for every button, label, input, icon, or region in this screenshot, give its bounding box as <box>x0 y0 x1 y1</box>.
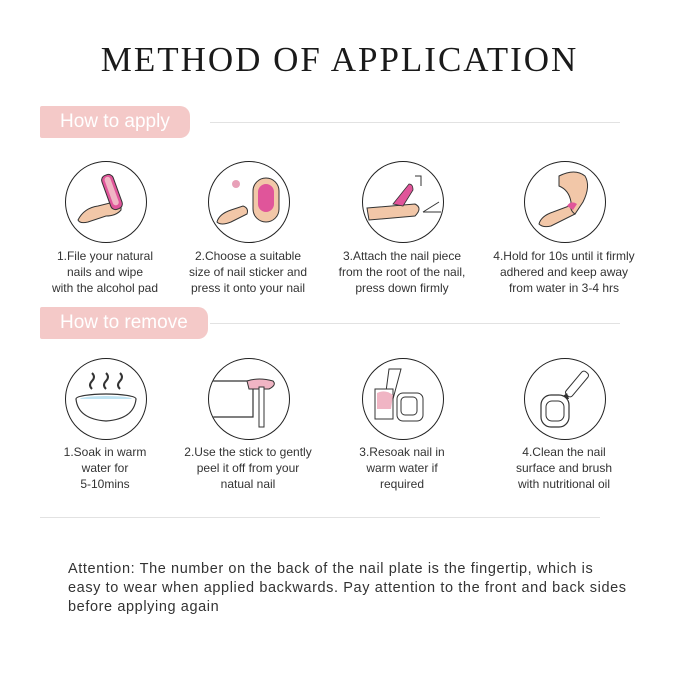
caption-line: warm water if <box>366 461 438 475</box>
how-to-remove-heading: How to remove <box>40 307 208 339</box>
hold-finger-icon <box>524 161 606 243</box>
resoak-nail-icon <box>362 358 444 440</box>
caption-line: with the alcohol pad <box>51 281 159 295</box>
caption-line: natual nail <box>220 477 276 491</box>
caption-line: 1.Soak in warm <box>63 445 147 459</box>
warm-water-bowl-icon <box>65 358 147 440</box>
caption-line: 3.Resoak nail in <box>359 445 445 459</box>
caption-line: 2.Use the stick to gently <box>184 445 312 459</box>
caption-line: from water in 3-4 hrs <box>508 281 620 295</box>
caption-line: 4.Hold for 10s until it firmly <box>493 249 635 263</box>
caption-line: 4.Clean the nail <box>522 445 606 459</box>
page-title: METHOD OF APPLICATION <box>100 40 579 79</box>
caption-line: nails and wipe <box>66 265 144 279</box>
apply-step-4-caption <box>489 248 639 296</box>
remove-step-3-caption <box>327 444 477 492</box>
peel-stick-icon <box>208 358 290 440</box>
attention-note: Attention: The number on the back of the nail plate is the fingertip, which is easy to wear when applied backwards. Pay attention to the front and back sides before applying again <box>68 561 627 615</box>
caption-line: required <box>379 477 425 491</box>
apply-divider <box>210 122 620 123</box>
caption-line: press it onto your nail <box>190 281 306 295</box>
caption-line: 3.Attach the nail piece <box>342 249 462 263</box>
nail-file-icon <box>65 161 147 243</box>
apply-step-2-caption <box>173 248 323 296</box>
brush-nail-icon <box>524 358 606 440</box>
caption-line: size of nail sticker and <box>188 265 308 279</box>
remove-step-2-caption <box>173 444 323 492</box>
attach-nail-icon <box>362 161 444 243</box>
caption-line: with nutritional oil <box>517 477 611 491</box>
remove-divider <box>210 323 620 324</box>
nail-sticker-icon <box>208 161 290 243</box>
caption-line: surface and brush <box>515 461 613 475</box>
apply-step-3-caption <box>327 248 477 296</box>
caption-line: 1.File your natural <box>56 249 154 263</box>
caption-line: peel it off from your <box>196 461 300 475</box>
remove-step-1-caption <box>30 444 180 492</box>
caption-line: press down firmly <box>355 281 449 295</box>
caption-line: water for <box>81 461 129 475</box>
bottom-divider <box>40 517 600 518</box>
caption-line: from the root of the nail, <box>338 265 466 279</box>
apply-step-1-caption <box>30 248 180 296</box>
how-to-apply-heading: How to apply <box>40 106 190 138</box>
caption-line: 5-10mins <box>80 477 130 491</box>
caption-line: adhered and keep away <box>499 265 629 279</box>
caption-line: 2.Choose a suitable <box>194 249 302 263</box>
remove-step-4-caption <box>489 444 639 492</box>
